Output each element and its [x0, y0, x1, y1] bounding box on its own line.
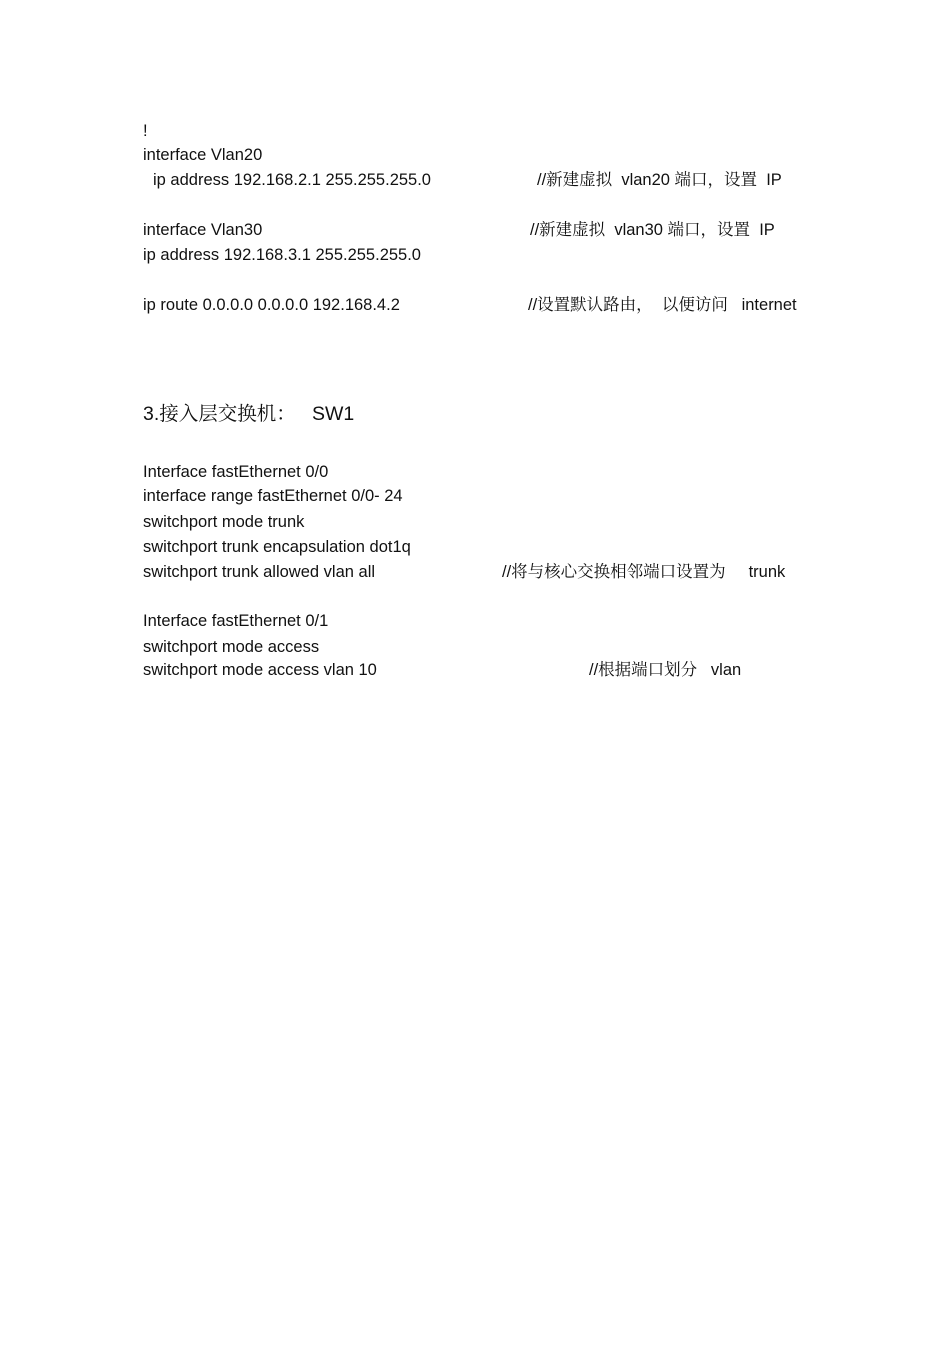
config-mode-trunk: switchport mode trunk — [143, 513, 305, 531]
config-interface-range: interface range fastEthernet 0/0- 24 — [143, 487, 403, 505]
config-bang: ! — [143, 122, 148, 140]
config-vlan30-ip: ip address 192.168.3.1 255.255.255.0 — [143, 246, 421, 264]
config-interface-vlan20: interface Vlan20 — [143, 146, 263, 164]
comment-trunk: //将与核心交换相邻端口设置为 trunk — [502, 563, 786, 581]
config-mode-access: switchport mode access — [143, 638, 320, 656]
config-trunk-allowed: switchport trunk allowed vlan all — [143, 563, 376, 581]
config-access-vlan: switchport mode access vlan 10 — [143, 661, 377, 679]
section-heading: 3.接入层交换机： SW1 — [143, 403, 355, 425]
comment-vlan30: //新建虚拟 vlan30 端口，设置 IP — [530, 221, 775, 239]
comment-default-route: //设置默认路由， 以便访问 internet — [528, 296, 797, 314]
comment-vlan20: //新建虚拟 vlan20 端口，设置 IP — [537, 171, 782, 189]
config-interface-vlan30: interface Vlan30 — [143, 221, 263, 239]
config-trunk-encapsulation: switchport trunk encapsulation dot1q — [143, 538, 411, 556]
config-interface-f01: Interface fastEthernet 0/1 — [143, 612, 329, 630]
config-interface-f00: Interface fastEthernet 0/0 — [143, 463, 329, 481]
comment-access-vlan: //根据端口划分 vlan — [589, 661, 742, 679]
config-vlan20-ip: ip address 192.168.2.1 255.255.255.0 — [153, 171, 431, 189]
config-ip-route: ip route 0.0.0.0 0.0.0.0 192.168.4.2 — [143, 296, 400, 314]
